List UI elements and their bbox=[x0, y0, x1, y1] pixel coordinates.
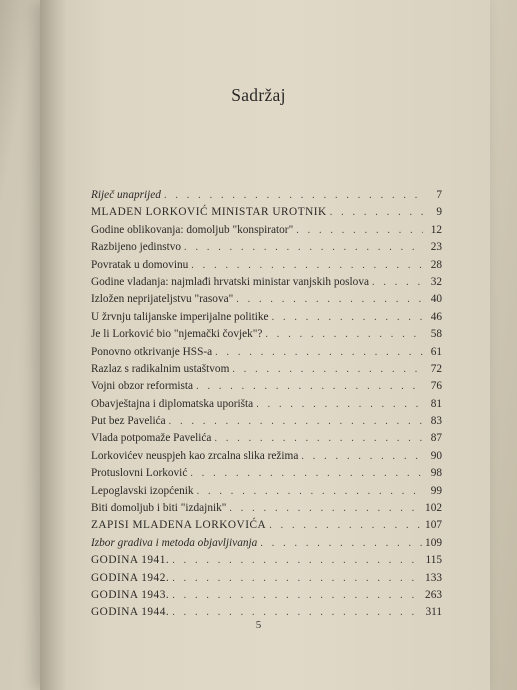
toc-entry-page: 12 bbox=[430, 223, 442, 236]
dot-leader bbox=[330, 204, 423, 221]
toc-entry bbox=[91, 587, 442, 604]
dot-leader bbox=[164, 187, 423, 204]
toc-entry bbox=[91, 396, 442, 413]
toc-entry-page: 32 bbox=[430, 275, 442, 288]
toc-entry-page: 7 bbox=[436, 189, 442, 201]
dot-leader bbox=[296, 222, 423, 239]
toc-entry-title: ZAPISI MLADENA LORKOVIĆA bbox=[91, 519, 267, 532]
toc-entry-page: 9 bbox=[436, 206, 442, 219]
toc-entry bbox=[91, 552, 442, 569]
toc-entry-title: Izbor gradiva i metoda objavljivanja bbox=[91, 536, 258, 549]
toc-entry-page: 40 bbox=[430, 293, 442, 306]
toc-entry-title: Ponovno otkrivanje HSS-a bbox=[91, 345, 213, 358]
dot-leader bbox=[372, 274, 423, 291]
toc-entry-page: 76 bbox=[430, 380, 442, 393]
toc-entry-title: Godine oblikovanja: domoljub "konspirator" bbox=[91, 223, 294, 236]
dot-leader bbox=[214, 430, 423, 447]
toc-entry-page: 98 bbox=[430, 467, 442, 480]
dot-leader bbox=[184, 239, 423, 256]
toc-entry bbox=[91, 378, 442, 395]
dot-leader bbox=[172, 570, 422, 587]
toc-entry-title: U žrvnju talijanske imperijalne politike bbox=[91, 310, 269, 323]
toc-entry-title: Riječ unaprijed bbox=[91, 189, 161, 201]
toc-entry-page: 90 bbox=[430, 449, 442, 462]
dot-leader bbox=[196, 378, 423, 395]
toc-entry-title: GODINA 1942. bbox=[91, 571, 170, 584]
toc-entry bbox=[91, 274, 442, 291]
toc-entry bbox=[91, 483, 442, 500]
page-title: Sadržaj bbox=[231, 85, 286, 105]
toc-entry bbox=[91, 326, 442, 343]
dot-leader bbox=[215, 344, 423, 361]
toc-entry-title: Razlaz s radikalnim ustaštvom bbox=[91, 362, 230, 375]
toc-entry-page: 61 bbox=[430, 345, 442, 358]
toc-entry-page: 263 bbox=[425, 588, 442, 601]
toc-entry bbox=[91, 222, 442, 239]
toc-entry-page: 107 bbox=[425, 519, 442, 532]
toc-entry-page: 102 bbox=[425, 502, 442, 515]
dot-leader bbox=[191, 257, 423, 274]
toc-entry-page: 81 bbox=[430, 397, 442, 410]
toc-entry bbox=[91, 344, 442, 361]
toc-entry bbox=[91, 239, 442, 256]
toc-entry-title: Lorkovićev neuspjeh kao zrcalna slika režima bbox=[91, 449, 299, 462]
toc-entry-title: MLADEN LORKOVIĆ MINISTAR UROTNIK bbox=[91, 206, 327, 219]
toc-entry-title: Biti domoljub i biti "izdajnik" bbox=[91, 502, 227, 515]
toc-entry-title: Obavještajna i diplomatska uporišta bbox=[91, 397, 254, 410]
toc-entry-title: GODINA 1941. bbox=[91, 554, 170, 567]
dot-leader bbox=[256, 396, 423, 413]
toc-entry-page: 28 bbox=[430, 258, 442, 271]
toc-entry-page: 109 bbox=[425, 536, 442, 549]
toc-entry-title: GODINA 1944. bbox=[91, 606, 170, 619]
toc-entry-page: 23 bbox=[430, 241, 442, 254]
toc-entry-page: 87 bbox=[430, 432, 442, 445]
toc-entry-title: GODINA 1943. bbox=[91, 588, 170, 601]
toc-entry-title: Je li Lorković bio "njemački čovjek"? bbox=[91, 328, 263, 341]
toc-entry-page: 133 bbox=[425, 571, 442, 584]
toc-entry bbox=[91, 448, 442, 465]
table-of-contents bbox=[91, 187, 442, 622]
toc-entry bbox=[91, 291, 442, 308]
toc-entry-title: Put bez Pavelića bbox=[91, 415, 166, 428]
toc-entry-page: 83 bbox=[430, 415, 442, 428]
toc-entry-page: 311 bbox=[425, 606, 442, 619]
toc-entry bbox=[91, 187, 442, 204]
toc-entry-page: 115 bbox=[425, 554, 442, 567]
toc-entry bbox=[91, 517, 442, 534]
dot-leader bbox=[232, 361, 423, 378]
dot-leader bbox=[260, 535, 422, 552]
toc-entry bbox=[91, 309, 442, 326]
dot-leader bbox=[269, 517, 422, 534]
toc-entry bbox=[91, 413, 442, 430]
toc-entry-page: 72 bbox=[430, 362, 442, 375]
toc-entry-title: Lepoglavski izopćenik bbox=[91, 484, 194, 497]
toc-entry-title: Vlada potpomaže Pavelića bbox=[91, 432, 212, 445]
dot-leader bbox=[190, 465, 423, 482]
toc-entry bbox=[91, 535, 442, 552]
dot-leader bbox=[272, 309, 423, 326]
dot-leader bbox=[265, 326, 423, 343]
toc-entry bbox=[91, 361, 442, 378]
dot-leader bbox=[301, 448, 423, 465]
dot-leader bbox=[172, 552, 422, 569]
dot-leader bbox=[236, 291, 423, 308]
dot-leader bbox=[169, 413, 423, 430]
toc-entry-title: Vojni obzor reformista bbox=[91, 380, 194, 393]
dot-leader bbox=[172, 587, 422, 604]
toc-entry bbox=[91, 465, 442, 482]
toc-entry bbox=[91, 204, 442, 221]
toc-entry bbox=[91, 257, 442, 274]
toc-entry-title: Razbijeno jedinstvo bbox=[91, 241, 182, 254]
dot-leader bbox=[197, 483, 423, 500]
toc-entry-page: 46 bbox=[430, 310, 442, 323]
toc-entry-page: 58 bbox=[430, 328, 442, 341]
dot-leader bbox=[229, 500, 422, 517]
toc-entry-title: Protuslovni Lorković bbox=[91, 467, 188, 480]
toc-entry bbox=[91, 500, 442, 517]
toc-entry-title: Izložen neprijateljstvu "rasova" bbox=[91, 293, 234, 306]
toc-entry-title: Godine vladanja: najmlađi hrvatski ministar vanjskih poslova bbox=[91, 275, 369, 288]
page-number: 5 bbox=[255, 619, 262, 631]
toc-entry-page: 99 bbox=[430, 484, 442, 497]
toc-entry-title: Povratak u domovinu bbox=[91, 258, 189, 271]
toc-entry bbox=[91, 570, 442, 587]
toc-entry bbox=[91, 430, 442, 447]
